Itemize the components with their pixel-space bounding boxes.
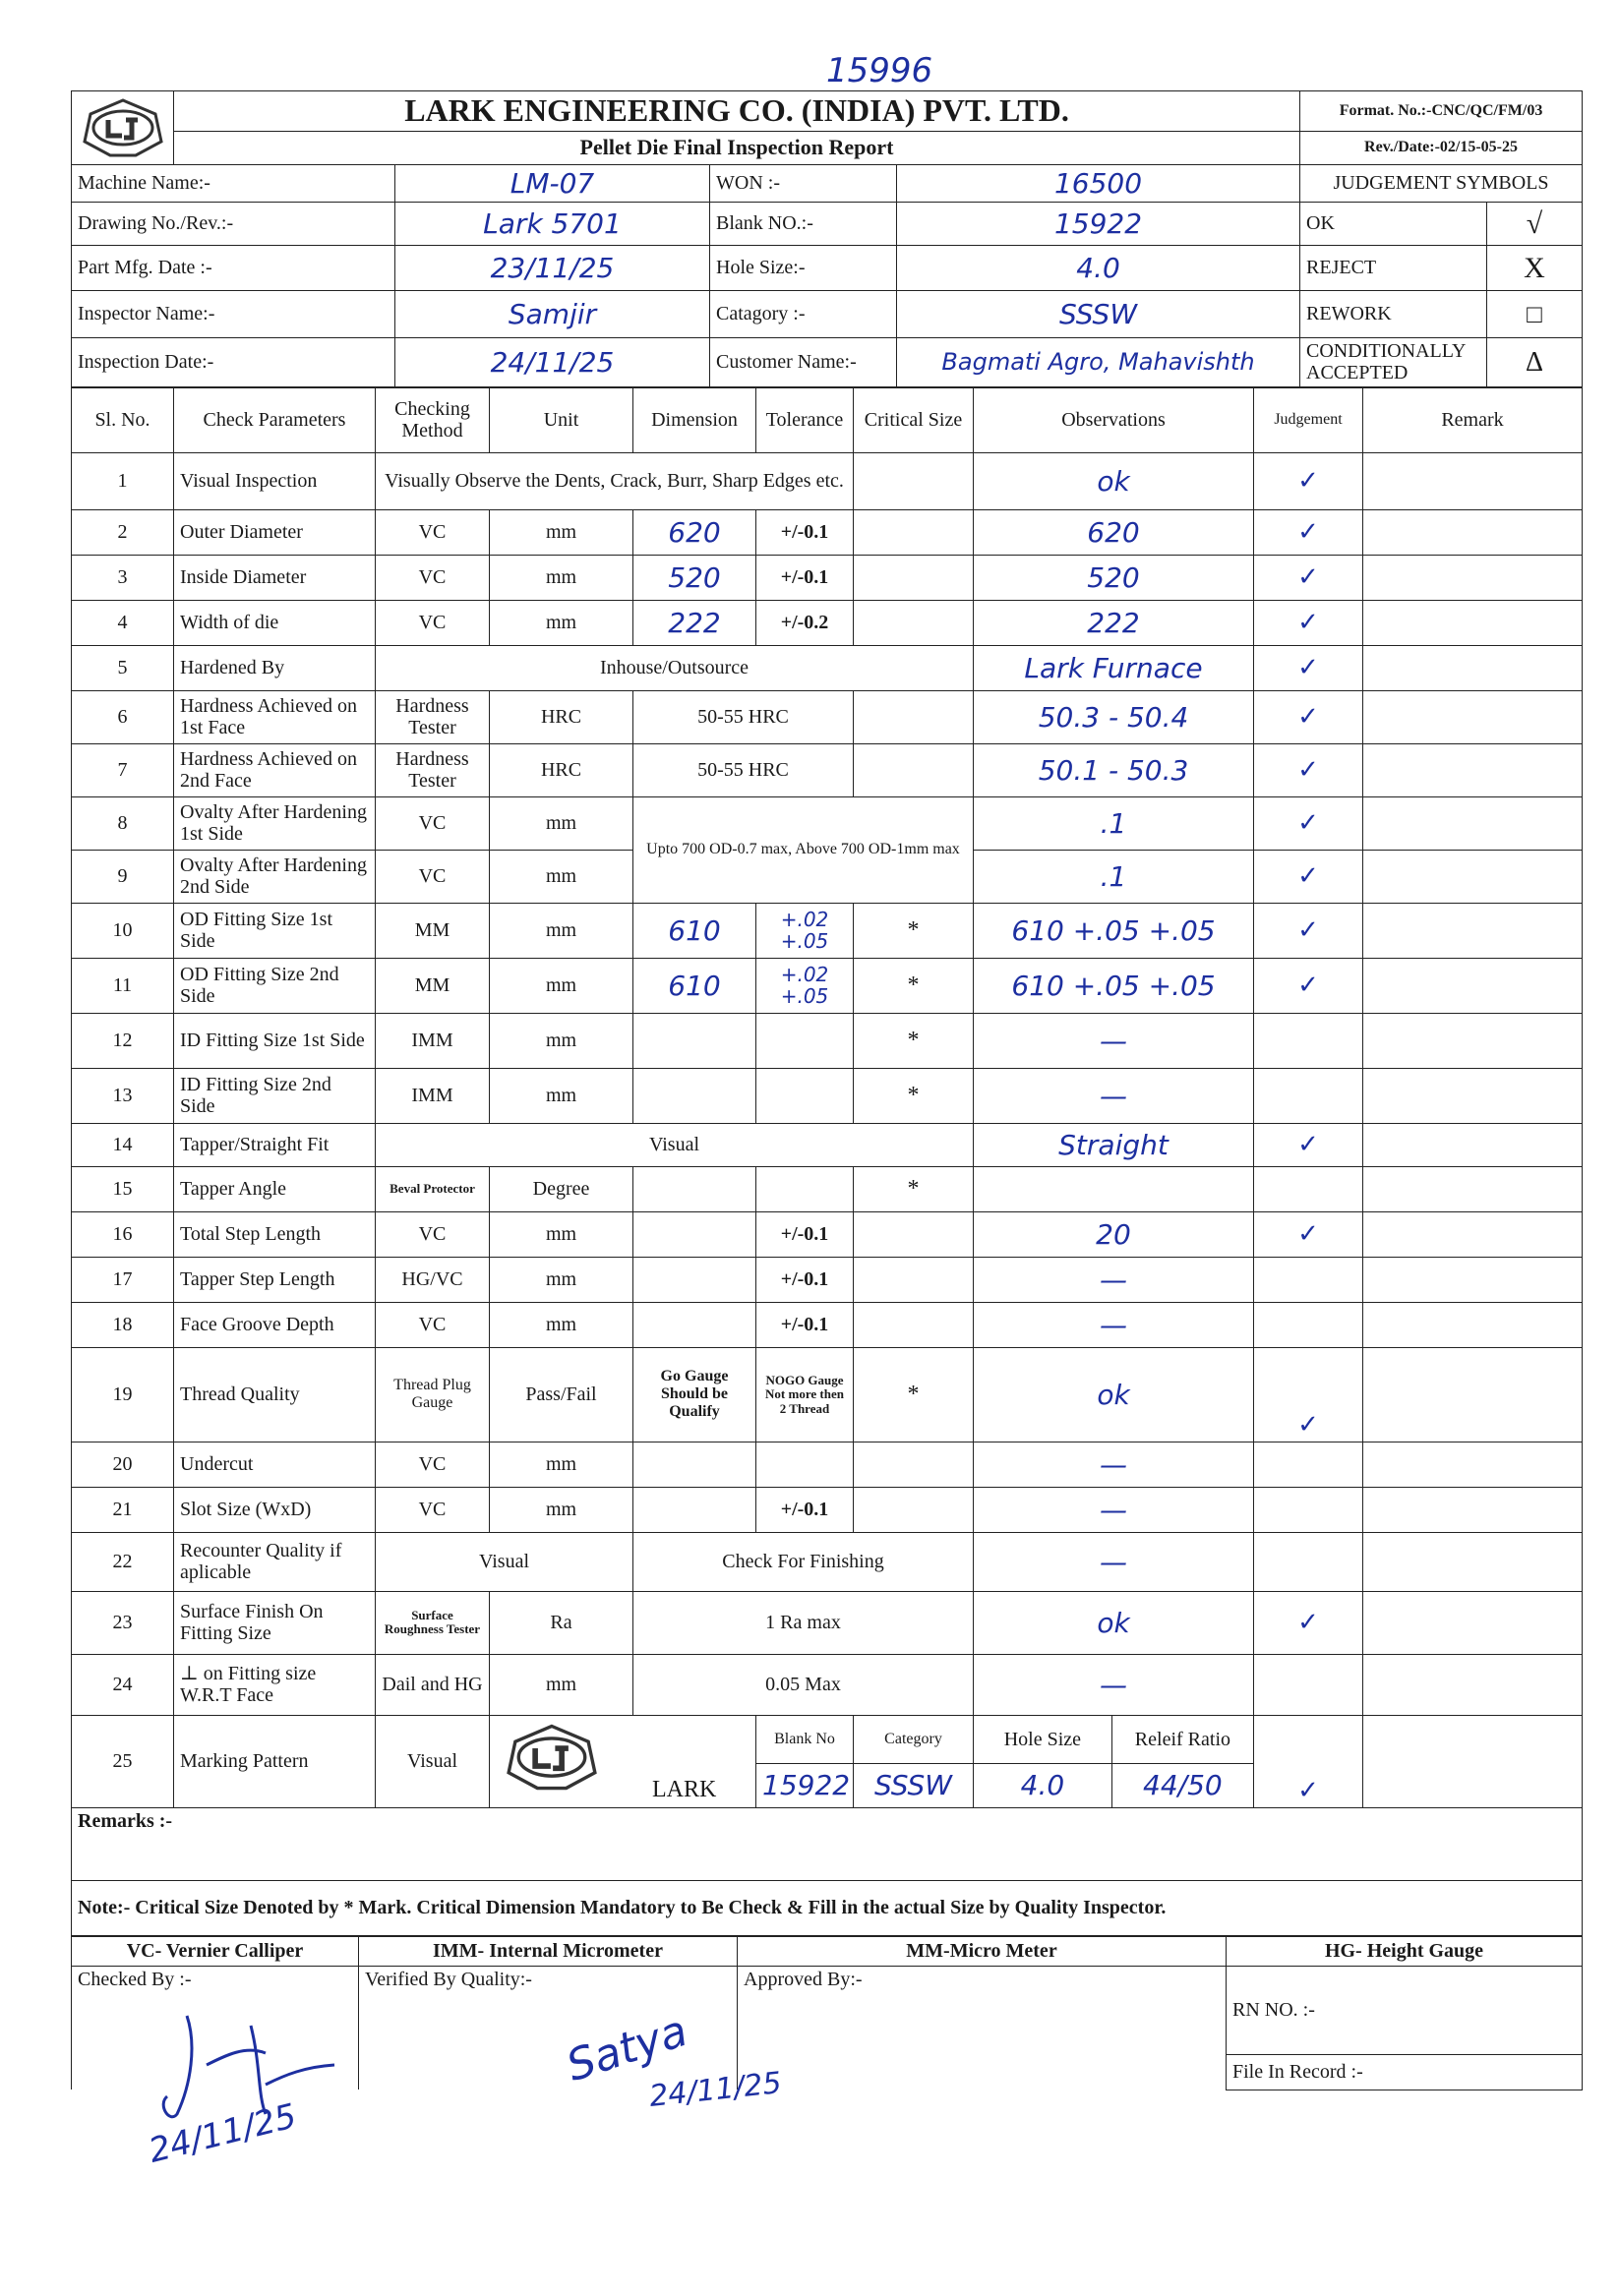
table-row: 2 Outer Diameter VC mm 620 +/-0.1 620 ✓: [72, 509, 1583, 555]
inspection-form: [71, 90, 1582, 2090]
table-row: 3 Inside Diameter VC mm 520 +/-0.1 520 ✓: [72, 555, 1583, 600]
inspector-label: Inspector Name:-: [72, 290, 395, 337]
report-title: Pellet Die Final Inspection Report: [174, 131, 1300, 164]
rev-date: Rev./Date:-02/15-05-25: [1300, 131, 1583, 164]
marking-pattern-cell: [490, 1715, 756, 1807]
table-row: 22 Recounter Quality if aplicable Visual Check For Finishing —: [72, 1532, 1583, 1591]
lark-logo-icon: [498, 1722, 606, 1793]
won-value: 16500: [897, 164, 1300, 202]
table-row: 10 OD Fitting Size 1st Side MM mm 610 +.02 +.05 * 610 +.05 +.05 ✓: [72, 903, 1583, 958]
table-row: 19 Thread Quality Thread Plug Gauge Pass/Fail Go Gauge Should be Qualify NOGO Gauge Not more then 2 Thread * ok ✓: [72, 1347, 1583, 1442]
col-unit: Unit: [490, 387, 633, 452]
judgement-symbols-title: JUDGEMENT SYMBOLS: [1300, 164, 1583, 202]
company-logo: [72, 91, 174, 165]
legend-vc: VC- Vernier Calliper: [72, 1936, 359, 1966]
hole-size-value: 4.0: [897, 245, 1300, 290]
table-row: 21 Slot Size (WxD) VC mm +/-0.1 —: [72, 1487, 1583, 1532]
customer-value: Bagmati Agro, Mahavishth: [897, 337, 1300, 386]
category-value: SSSW: [897, 290, 1300, 337]
symbol-ok: √: [1487, 202, 1583, 245]
col-param: Check Parameters: [174, 387, 376, 452]
marking-brand: LARK: [652, 1776, 717, 1802]
header-table: [71, 90, 1583, 387]
legend-hg: HG- Height Gauge: [1227, 1936, 1583, 1966]
table-row: 9 Ovalty After Hardening 2nd Side VC mm .1 ✓: [72, 850, 1583, 903]
table-row: 15922 SSSW 4.0 44/50: [72, 1763, 1583, 1807]
blank-label: Blank NO.:-: [710, 202, 897, 245]
legend-mm: MM-Micro Meter: [738, 1936, 1227, 1966]
symbol-conditional: Δ: [1487, 337, 1583, 386]
col-tolerance: Tolerance: [756, 387, 854, 452]
col-method: Checking Method: [376, 387, 490, 452]
checked-by-label: Checked By :-: [72, 1966, 359, 2090]
col-critical: Critical Size: [854, 387, 974, 452]
drawing-value: Lark 5701: [395, 202, 710, 245]
col-judgement: Judgement: [1254, 387, 1363, 452]
symbol-conditional-label: CONDITIONALLY ACCEPTED: [1300, 337, 1487, 386]
verified-by-signature: Satya: [561, 2005, 693, 2092]
hole-size-label: Hole Size:-: [710, 245, 897, 290]
table-row: 5 Hardened By Inhouse/Outsource Lark Furnace ✓: [72, 645, 1583, 690]
file-in-record-label: File In Record :-: [1227, 2054, 1583, 2090]
remarks-label: Remarks :-: [72, 1807, 1583, 1880]
col-sl: Sl. No.: [72, 387, 174, 452]
blank-value: 15922: [897, 202, 1300, 245]
table-row: 4 Width of die VC mm 222 +/-0.2 222 ✓: [72, 600, 1583, 645]
rn-no-label: RN NO. :-: [1227, 1966, 1583, 2054]
approved-by-label: Approved By:-: [738, 1966, 1227, 2090]
inspection-date-label: Inspection Date:-: [72, 337, 395, 386]
table-row: 13 ID Fitting Size 2nd Side IMM mm * —: [72, 1068, 1583, 1123]
symbol-rework: □: [1487, 290, 1583, 337]
table-row: 12 ID Fitting Size 1st Side IMM mm * —: [72, 1013, 1583, 1068]
symbol-reject: X: [1487, 245, 1583, 290]
table-row: 11 OD Fitting Size 2nd Side MM mm 610 +.02 +.05 * 610 +.05 +.05 ✓: [72, 958, 1583, 1013]
critical-note: Note:- Critical Size Denoted by * Mark. Critical Dimension Mandatory to Be Check & Fill in the actual Size by Quality Inspector.: [72, 1880, 1583, 1935]
won-label: WON :-: [710, 164, 897, 202]
table-row: 25 Marking Pattern Visual LARK Blank No Category Hole Size Releif Ratio ✓: [72, 1715, 1583, 1763]
table-row: 14 Tapper/Straight Fit Visual Straight ✓: [72, 1123, 1583, 1166]
inspection-table: [71, 387, 1583, 1936]
table-row: 1 Visual Inspection Visually Observe the Dents, Crack, Burr, Sharp Edges etc. ok ✓: [72, 452, 1583, 509]
verified-by-label: Verified By Quality:-: [359, 1966, 738, 2090]
machine-name-value: LM-07: [395, 164, 710, 202]
symbol-ok-label: OK: [1300, 202, 1487, 245]
machine-name-label: Machine Name:-: [72, 164, 395, 202]
table-row: 17 Tapper Step Length HG/VC mm +/-0.1 —: [72, 1257, 1583, 1302]
table-row: 15 Tapper Angle Beval Protector Degree *: [72, 1166, 1583, 1211]
inspection-date-value: 24/11/25: [395, 337, 710, 386]
format-no: Format. No.:-CNC/QC/FM/03: [1300, 91, 1583, 132]
table-row: 7 Hardness Achieved on 2nd Face Hardness Tester HRC 50-55 HRC 50.1 - 50.3 ✓: [72, 743, 1583, 796]
company-name: LARK ENGINEERING CO. (INDIA) PVT. LTD.: [174, 91, 1300, 132]
table-row: 8 Ovalty After Hardening 1st Side VC mm Upto 700 OD-0.7 max, Above 700 OD-1mm max .1 ✓: [72, 796, 1583, 850]
table-row: 23 Surface Finish On Fitting Size Surface Roughness Tester Ra 1 Ra max ok ✓: [72, 1591, 1583, 1654]
table-row: 18 Face Groove Depth VC mm +/-0.1 —: [72, 1302, 1583, 1347]
symbol-reject-label: REJECT: [1300, 245, 1487, 290]
inspector-value: Samjir: [395, 290, 710, 337]
part-mfg-label: Part Mfg. Date :-: [72, 245, 395, 290]
part-mfg-value: 23/11/25: [395, 245, 710, 290]
customer-label: Customer Name:-: [710, 337, 897, 386]
table-row: 16 Total Step Length VC mm +/-0.1 20 ✓: [72, 1211, 1583, 1257]
table-row: 20 Undercut VC mm —: [72, 1442, 1583, 1487]
col-dimension: Dimension: [633, 387, 756, 452]
checked-by-date: 24/11/25: [145, 2096, 301, 2171]
category-label: Catagory :-: [710, 290, 897, 337]
table-row: 6 Hardness Achieved on 1st Face Hardness Tester HRC 50-55 HRC 50.3 - 50.4 ✓: [72, 690, 1583, 743]
top-handwritten-number: 15996: [826, 51, 933, 90]
drawing-label: Drawing No./Rev.:-: [72, 202, 395, 245]
table-row: 24 ⊥ on Fitting size W.R.T Face Dail and HG mm 0.05 Max —: [72, 1654, 1583, 1715]
legend-imm: IMM- Internal Micrometer: [359, 1936, 738, 1966]
verified-by-date: 24/11/25: [647, 2066, 784, 2114]
col-observations: Observations: [974, 387, 1254, 452]
col-remark: Remark: [1363, 387, 1583, 452]
symbol-rework-label: REWORK: [1300, 290, 1487, 337]
